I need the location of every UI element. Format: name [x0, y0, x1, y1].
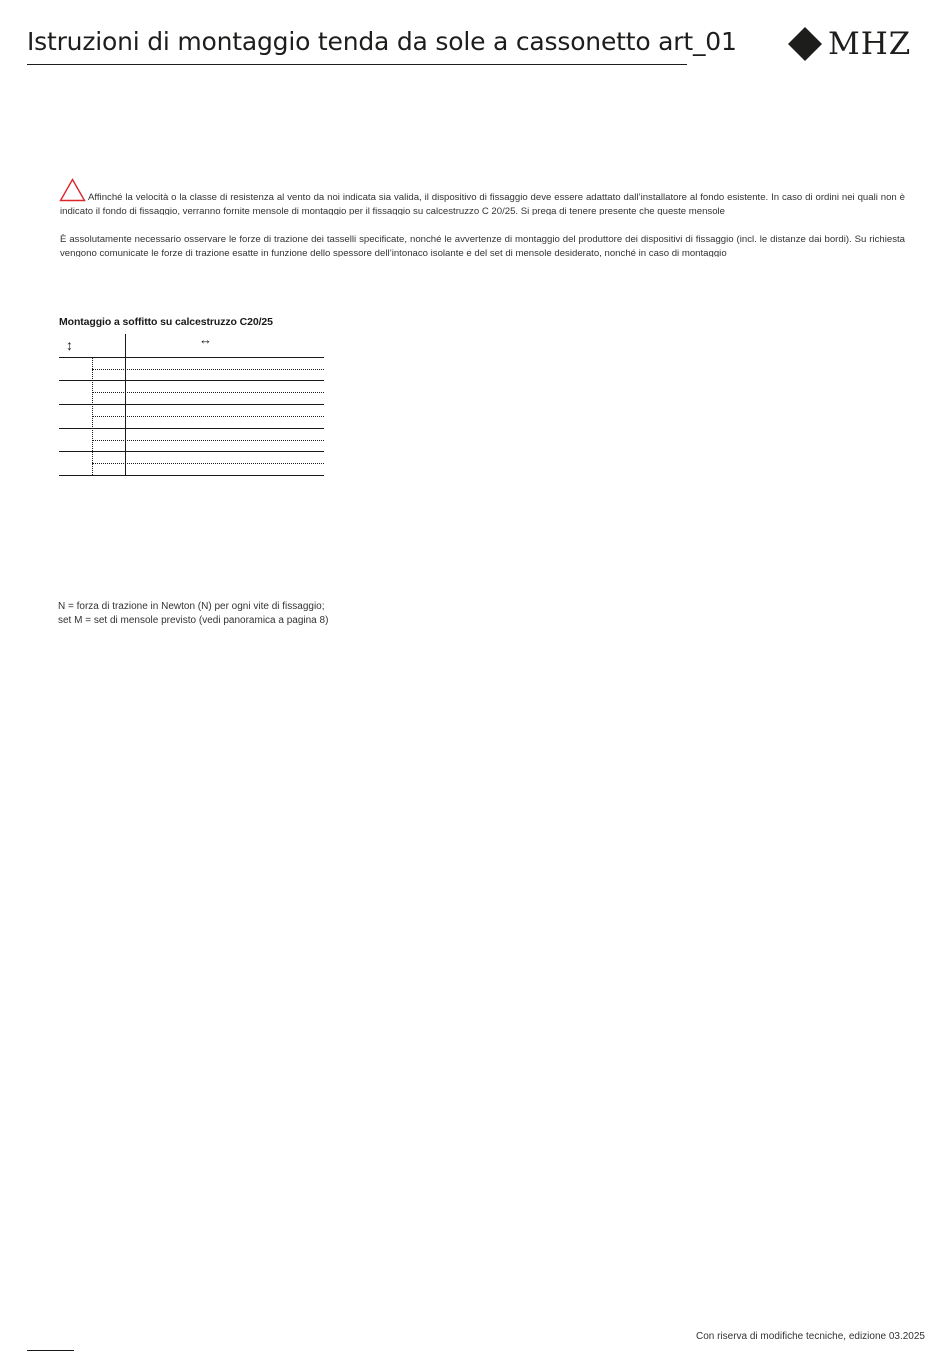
table-row-line [59, 404, 324, 405]
table-title: Montaggio a soffitto su calcestruzzo C20/25 [59, 316, 273, 328]
brand-logo [786, 26, 926, 64]
table-column-dotted-divider [92, 358, 93, 475]
table-row-line [59, 428, 324, 429]
table-row-line [59, 380, 324, 381]
header-rule [27, 64, 687, 65]
table-row-dotted-line [92, 416, 324, 417]
table-column-divider [125, 334, 126, 475]
footer-rule [27, 1350, 74, 1351]
table-row-line [59, 451, 324, 452]
table-bottom-line [59, 475, 324, 476]
legend-notes [58, 600, 328, 627]
table-row-dotted-line [92, 392, 324, 393]
table-row-dotted-line [92, 463, 324, 464]
paragraph-wind-resistance: Affinché la velocità o la classe di resistenza al vento da noi indicata sia valida, il dispositivo di fissaggio deve essere adattato dall’installatore al fondo esistente. In caso di ordini nei quali non è indicato il fondo di fissaggio, verranno fornite mensole di montaggio per il fissaggio su calcestruzzo C 20/25. Si prega di tenere presente che queste mensole [60, 192, 905, 215]
table-row-line [59, 357, 324, 358]
page-title: Istruzioni di montaggio tenda da sole a cassonetto art_01 [27, 27, 737, 56]
paragraph-tensile-forces: È assolutamente necessario osservare le forze di trazione dei tasselli specificate, nonché le avvertenze di montaggio del produttore dei dispositivi di fissaggio (incl. le distanze dai bordi). Su richiesta vengono comunicate le forze di trazione esatte in funzione dello spessore dell’intonaco isolante e del set di mensole desiderato, nonché in caso di montaggio [60, 234, 905, 257]
note-newton: N = forza di trazione in Newton (N) per ogni vite di fissaggio; [58, 601, 325, 612]
table-row-dotted-line [92, 440, 324, 441]
horizontal-arrow-icon: ↔ [199, 332, 212, 347]
tensile-force-table [59, 334, 324, 476]
logo-text: MHZ [828, 26, 912, 62]
vertical-arrow-icon: ↕ [66, 337, 73, 353]
note-bracket-set: set M = set di mensole previsto (vedi panoramica a pagina 8) [58, 614, 329, 626]
table-row-dotted-line [92, 369, 324, 370]
diamond-logo-icon [786, 26, 824, 64]
footer-edition: Con riserva di modifiche tecniche, edizione 03.2025 [695, 1331, 925, 1342]
